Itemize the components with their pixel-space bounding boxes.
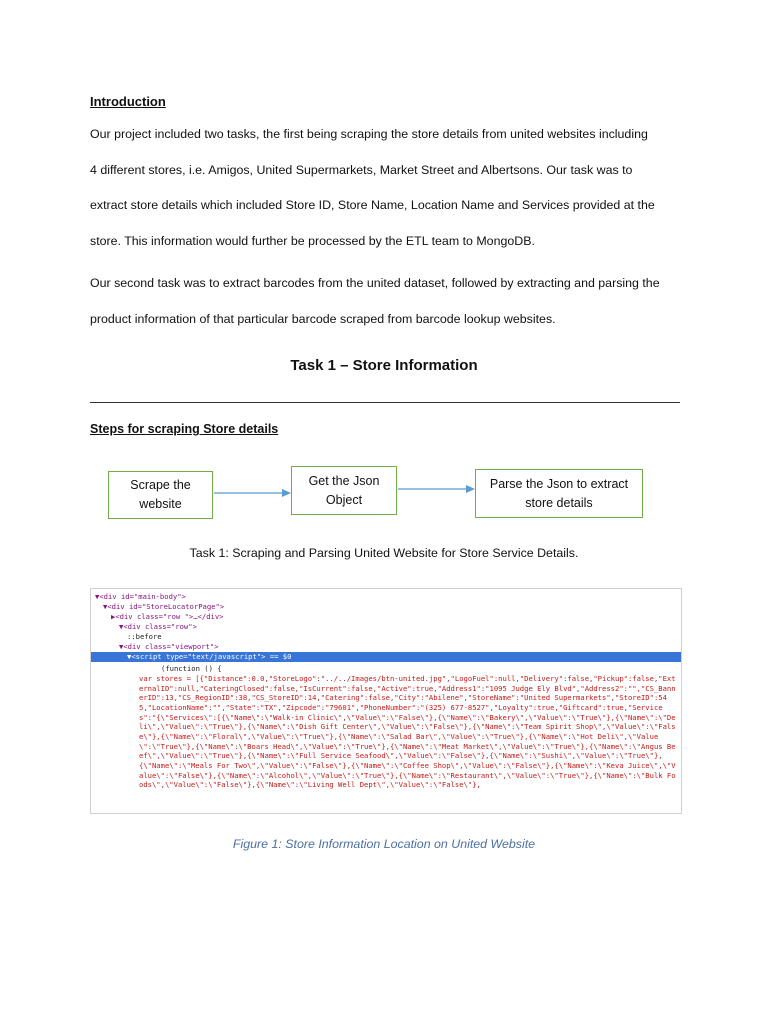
intro-paragraph-2 [90, 266, 690, 337]
function-line: (function () { [161, 664, 222, 673]
intro-p2-line-2: product information of that particular barcode scraped from barcode lookup websites. [90, 311, 556, 326]
task-1-title: Task 1 – Store Information [290, 357, 478, 374]
selected-script-line: ▼<script type="text/javascript"> == $0 [127, 652, 292, 661]
dom-line-2: ▼<div id="StoreLocatorPage"> [103, 602, 225, 611]
section-divider [90, 402, 680, 403]
figure-1-caption: Figure 1: Store Information Location on United Website [232, 837, 536, 851]
dom-line-3: ▶<div class="row ">…</div> [111, 612, 224, 621]
intro-p1-line-2: 4 different stores, i.e. Amigos, United Supermarkets, Market Street and Albertsons. Our task was to [90, 162, 633, 177]
intro-p1-line-1: Our project included two tasks, the first being scraping the store details from united websites including [90, 127, 648, 141]
flow-box-scrape-line-2: website [139, 497, 182, 511]
dom-line-4: ▼<div class="row"> [119, 622, 197, 631]
flow-box-json-line-2: Object [325, 492, 363, 507]
task-1-caption: Task 1: Scraping and Parsing United Website for Store Service Details. [189, 546, 579, 560]
intro-p1-line-4: store. This information would further be processed by the ETL team to MongoDB. [90, 233, 535, 248]
script-code-text: var stores = [{"Distance":0.0,"StoreLogo":"../../Images/btn-united.jpg","LogoFuel":null,"Delivery":false,"Pickup":false,"ExternalID":null,"CateringClosed":false,"IsCurrent":false,"Active":true,"Address1":"1095 Judge Ely Blvd","Address2":"","CS_BannerID":13,"CS_RegionID":38,"CS_StoreID":14,"Catering":false,"City":"Abilene","StoreName":"United Supermarkets","StoreID":545,"LocationName":"","State":"TX","Zipcode":"79601","PhoneNumber":"(325) 677-8527","Loyalty":true,"Giftcard":true,"Services":"{\"Services\":[{\"Name\":\"Walk-in Clinic\",\"Value\":\"False\"},{\"Name\":\"Bakery\",\"Value\":\"True\"},{\"Name\":\"Deli\",\"Value\":\"True\"},{\"Name\":\"Dish Gift Center\",\"Value\":\"False\"},{\"Name\":\"Team Spirit Shop\",\"Value\":\"False\"},{\"Name\":\"Floral\",\"Value\":\"True\"},{\"Name\":\"Salad Bar\",\"Value\":\"True\"},{\"Name\":\"Hot Deli\",\"Value\":\"True\"},{\"Name\":\"Boars Head\",\"Value\":\"True\"},{\"Name\":\"Meat Market\",\"Value\":\"True\"},{\"Name\":\"Angus Beef\",\"Value\":\"True\"},{\"Name\":\"Full Service Seafood\",\"Value\":\"False\"},{\"Name\":\"Sushi\",\"Value\":\"True\"},{\"Name\":\"Meals For Two\",\"Value\":\"False\"},{\"Name\":\"Coffee Shop\",\"Value\":\"False\"},{\"Name\":\"Keva Juice\",\"Value\":\"False\"},{\"Name\":\"Alcohol\",\"Value\":\"True\"},{\"Name\":\"Restaurant\",\"Value\":\"True\"},{\"Name\":\"Bulk Foods\",\"Value\":\"False\"},{\"Name\":\"Living Well Dept\",\"Value\":\"False\"}, [139, 674, 676, 790]
flow-box-json [291, 466, 397, 515]
devtools-screenshot [90, 588, 682, 814]
intro-heading: Introduction [90, 94, 166, 109]
flow-box-scrape-line-1: Scrape the [130, 478, 191, 492]
intro-paragraph-1 [90, 117, 690, 259]
dom-line-1: ▼<div id="main-body"> [95, 592, 186, 601]
flow-box-parse [475, 469, 643, 518]
intro-p1-line-3: extract store details which included Store ID, Store Name, Location Name and Services provided at the [90, 198, 655, 212]
intro-p2-line-1: Our second task was to extract barcodes from the united dataset, followed by extracting and parsing the [90, 276, 660, 290]
steps-heading: Steps for scraping Store details [90, 422, 279, 436]
dom-line-6: ▼<div class="viewport"> [119, 642, 219, 651]
dom-line-5: ::before [127, 632, 162, 641]
selected-dom-node[interactable] [91, 652, 681, 662]
flow-arrow-1 [213, 486, 293, 500]
flow-box-parse-line-2: store details [525, 495, 593, 510]
flow-arrow-2 [397, 482, 477, 496]
flow-box-parse-line-1: Parse the Json to extract [489, 476, 629, 491]
flow-box-scrape [108, 471, 213, 519]
script-code-block [139, 674, 679, 790]
flow-box-json-line-1: Get the Json [308, 473, 380, 488]
